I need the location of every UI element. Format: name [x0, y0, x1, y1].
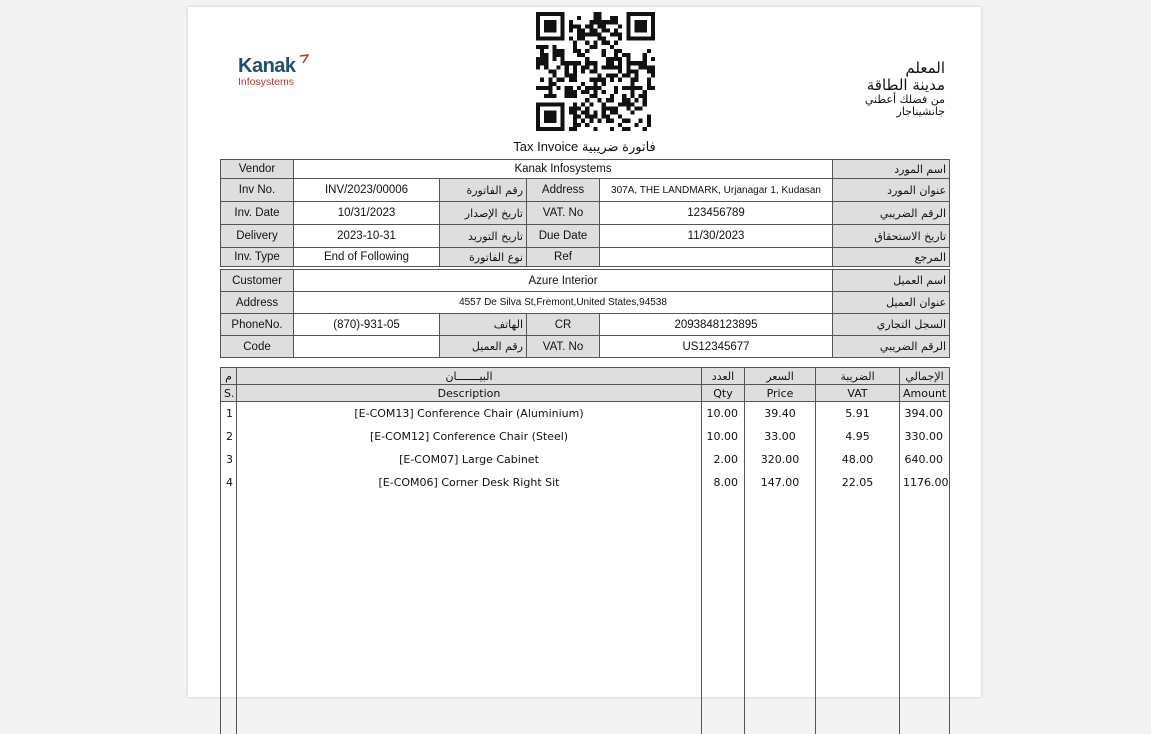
- delivery-label: Delivery: [221, 225, 294, 248]
- delivery-value: 2023-10-31: [294, 225, 440, 248]
- table-row: [221, 448, 950, 471]
- code-value: [294, 336, 440, 358]
- ref-label: Ref: [527, 248, 600, 267]
- invdate-label: Inv. Date: [221, 202, 294, 225]
- col-price-ar: السعر: [745, 368, 816, 385]
- delivery-row: [221, 225, 950, 248]
- col-vat: VAT: [816, 385, 900, 402]
- row-qty: 2.00: [702, 448, 745, 471]
- row-desc: [E-COM07] Large Cabinet: [237, 448, 702, 471]
- col-price: Price: [745, 385, 816, 402]
- company-street: من فضلك أعطني: [864, 93, 945, 106]
- invdate-label-ar: تاريخ الإصدار: [440, 202, 527, 225]
- ref-label-ar: المرجع: [833, 248, 950, 267]
- customer-info-table: [220, 269, 950, 358]
- qr-code-icon: [536, 12, 655, 131]
- vendor-vat-value: 123456789: [600, 202, 833, 225]
- customer-vat-value: US12345677: [600, 336, 833, 358]
- vendor-label-ar: اسم المورد: [833, 160, 950, 179]
- col-sn: S.: [221, 385, 237, 402]
- row-vat: 4.95: [816, 425, 900, 448]
- vendor-row: [221, 160, 950, 179]
- customer-address-label: Address: [221, 292, 294, 314]
- row-amount: 394.00: [900, 402, 950, 426]
- invoice-page: [188, 7, 981, 697]
- company-city: مدينة الطاقة: [866, 76, 945, 94]
- phone-row: [221, 314, 950, 336]
- cr-label-ar: السجل التجاري: [833, 314, 950, 336]
- invoice-title: Tax Invoice فاتورة ضريبية: [513, 139, 656, 154]
- vendor-value: Kanak Infosystems: [294, 160, 833, 179]
- customer-vat-label: VAT. No: [527, 336, 600, 358]
- invno-value: INV/2023/00006: [294, 179, 440, 202]
- vendor-address-label: Address: [527, 179, 600, 202]
- cr-value: 2093848123895: [600, 314, 833, 336]
- customer-label-ar: اسم العميل: [833, 270, 950, 292]
- logo-sub-text: Infosystems: [238, 76, 295, 88]
- duedate-label: Due Date: [527, 225, 600, 248]
- customer-address-value: 4557 De Silva St,Fremont,United States,94538: [294, 292, 833, 314]
- invtype-label-ar: نوع الفاتورة: [440, 248, 527, 267]
- duedate-value: 11/30/2023: [600, 225, 833, 248]
- line-header-ar: [221, 368, 950, 385]
- col-desc: Description: [237, 385, 702, 402]
- invno-label-ar: رقم الفاتورة: [440, 179, 527, 202]
- col-qty-ar: العدد: [702, 368, 745, 385]
- cr-label: CR: [527, 314, 600, 336]
- col-sn-ar: م: [221, 368, 237, 385]
- vendor-vat-label: VAT. No: [527, 202, 600, 225]
- code-label-ar: رقم العميل: [440, 336, 527, 358]
- col-qty: Qty: [702, 385, 745, 402]
- customer-address-row: [221, 292, 950, 314]
- line-items-table: [220, 367, 950, 734]
- company-logo: [238, 55, 318, 89]
- invno-label: Inv No.: [221, 179, 294, 202]
- code-label: Code: [221, 336, 294, 358]
- table-row: [221, 402, 950, 426]
- col-amount: Amount: [900, 385, 950, 402]
- duedate-label-ar: تاريخ الاستحقاق: [833, 225, 950, 248]
- row-sn: 2: [221, 425, 237, 448]
- customer-label: Customer: [221, 270, 294, 292]
- customer-row: [221, 270, 950, 292]
- logo-mark-icon: [299, 54, 309, 64]
- row-desc: [E-COM13] Conference Chair (Aluminium): [237, 402, 702, 426]
- company-address: [865, 59, 945, 118]
- logo-main-text: Kanak: [238, 55, 296, 77]
- row-price: 320.00: [745, 448, 816, 471]
- company-area: جانشيناجار: [896, 105, 945, 118]
- delivery-label-ar: تاريخ التوريد: [440, 225, 527, 248]
- row-price: 33.00: [745, 425, 816, 448]
- vendor-info-table: [220, 159, 950, 267]
- row-vat: 5.91: [816, 402, 900, 426]
- customer-value: Azure Interior: [294, 270, 833, 292]
- invno-row: [221, 179, 950, 202]
- invdate-row: [221, 202, 950, 225]
- table-row: [221, 471, 950, 494]
- col-vat-ar: الضريبة: [816, 368, 900, 385]
- customer-vat-label-ar: الرقم الضريبي: [833, 336, 950, 358]
- table-row: [221, 425, 950, 448]
- row-amount: 640.00: [900, 448, 950, 471]
- table-filler-row: [221, 494, 950, 734]
- phone-value: (870)-931-05: [294, 314, 440, 336]
- row-qty: 8.00: [702, 471, 745, 494]
- code-row: [221, 336, 950, 358]
- row-qty: 10.00: [702, 402, 745, 426]
- row-qty: 10.00: [702, 425, 745, 448]
- phone-label: PhoneNo.: [221, 314, 294, 336]
- row-price: 39.40: [745, 402, 816, 426]
- col-amount-ar: الإجمالي: [900, 368, 950, 385]
- line-header-en: [221, 385, 950, 402]
- row-amount: 330.00: [900, 425, 950, 448]
- invtype-value: End of Following: [294, 248, 440, 267]
- company-name: المعلم: [905, 59, 945, 77]
- col-desc-ar: البيـــــــان: [237, 368, 702, 385]
- row-sn: 1: [221, 402, 237, 426]
- invdate-value: 10/31/2023: [294, 202, 440, 225]
- phone-label-ar: الهاتف: [440, 314, 527, 336]
- vendor-vat-label-ar: الرقم الضريبي: [833, 202, 950, 225]
- row-amount: 1176.00: [900, 471, 950, 494]
- row-price: 147.00: [745, 471, 816, 494]
- customer-address-label-ar: عنوان العميل: [833, 292, 950, 314]
- invtype-row: [221, 248, 950, 267]
- row-vat: 48.00: [816, 448, 900, 471]
- row-desc: [E-COM06] Corner Desk Right Sit: [237, 471, 702, 494]
- vendor-address-value: 307A, THE LANDMARK, Urjanagar 1, Kudasan: [600, 179, 833, 202]
- row-sn: 4: [221, 471, 237, 494]
- row-desc: [E-COM12] Conference Chair (Steel): [237, 425, 702, 448]
- vendor-label: Vendor: [221, 160, 294, 179]
- vendor-address-label-ar: عنوان المورد: [833, 179, 950, 202]
- row-vat: 22.05: [816, 471, 900, 494]
- invtype-label: Inv. Type: [221, 248, 294, 267]
- ref-value: [600, 248, 833, 267]
- row-sn: 3: [221, 448, 237, 471]
